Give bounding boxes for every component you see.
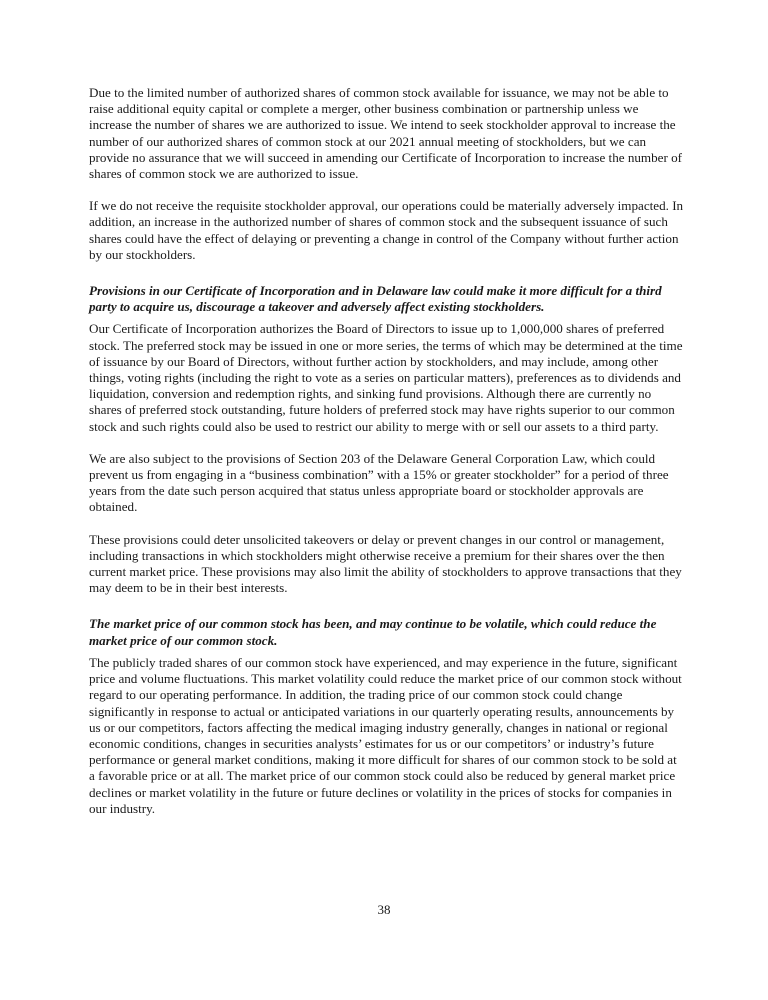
text-line: declines or market volatility in the future or future declines or volatility in the prices of stocks for companies in	[89, 784, 672, 800]
text-line: by our stockholders.	[89, 246, 196, 262]
text-line: of issuance by our Board of Directors, without further action by stockholders, and may include, among other	[89, 353, 659, 369]
text-line: Our Certificate of Incorporation authorizes the Board of Directors to issue up to 1,000,000 shares of preferred	[89, 321, 665, 337]
text-line: our industry.	[89, 800, 156, 816]
text-line: obtained.	[89, 499, 138, 515]
text-line: things, voting rights (including the right to vote as a series on particular matters), preferences as to dividends and	[89, 370, 681, 386]
text-line: significantly in response to actual or anticipated variations in our quarterly operating results, announcements by	[89, 703, 675, 719]
text-line: number of our authorized shares of common stock at our 2021 annual meeting of stockholders, but we can	[89, 133, 647, 149]
text-line: current market price. These provisions may also limit the ability of stockholders to approve transactions that they	[89, 564, 682, 580]
text-line: us or our competitors, factors affecting the medical imaging industry generally, changes in national or regional	[89, 719, 668, 735]
text-line: economic conditions, changes in securities analysts’ estimates for us or our competitors’ or industry’s future	[89, 735, 654, 751]
document-page	[89, 85, 689, 817]
text-line: We are also subject to the provisions of Section 203 of the Delaware General Corporation Law, which could	[89, 450, 656, 466]
heading-line: The market price of our common stock has been, and may continue to be volatile, which could reduce the	[89, 616, 657, 632]
text-line: raise additional equity capital or complete a merger, other business combination or partnership unless we	[89, 101, 639, 117]
text-line: provide no assurance that we will succeed in amending our Certificate of Incorporation to increase the number of	[89, 149, 683, 165]
text-line: a favorable price or at all. The market price of our common stock could also be reduced by general market price	[89, 768, 676, 784]
heading-line: market price of our common stock.	[89, 632, 278, 648]
text-line: shares could have the effect of delaying or preventing a change in control of the Company without further action	[89, 230, 679, 246]
heading-line: party to acquire us, discourage a takeover and adversely affect existing stockholders.	[89, 299, 545, 315]
text-line: addition, an increase in the authorized number of shares of common stock and the subsequent issuance of such	[89, 214, 668, 230]
page-number: 38	[377, 902, 391, 917]
heading-line: Provisions in our Certificate of Incorporation and in Delaware law could make it more difficult for a third	[89, 283, 662, 299]
text-line: shares of common stock we are authorized to issue.	[89, 166, 359, 182]
paragraph-authorized-shares	[89, 85, 689, 182]
text-line: Due to the limited number of authorized shares of common stock available for issuance, we may not be able to	[89, 85, 669, 100]
paragraph-stockholder-approval	[89, 198, 689, 263]
text-line: may deem to be in their best interests.	[89, 580, 288, 596]
text-line: increase the number of shares we are authorized to issue. We intend to seek stockholder approval to increase the	[89, 117, 676, 133]
paragraph-preferred-stock	[89, 321, 689, 434]
text-line: performance or general market conditions, making it more difficult for shares of our common stock to be sold at	[89, 752, 677, 768]
text-line: stock and such rights could also be used to restrict our ability to merge with or sell our assets to a third party.	[89, 418, 659, 434]
text-line: shares of preferred stock outstanding, future holders of preferred stock may have rights superior to our common	[89, 402, 675, 418]
paragraph-market-volatility	[89, 655, 689, 817]
text-line: years from the date such person acquired that status unless appropriate board or stockholder approvals are	[89, 483, 644, 499]
paragraph-deter-takeovers	[89, 532, 689, 597]
heading-market-price-volatile	[89, 616, 689, 648]
text-line: These provisions could deter unsolicited takeovers or delay or prevent changes in our control or management,	[89, 531, 665, 547]
text-line: The publicly traded shares of our common stock have experienced, and may experience in the future, significant	[89, 654, 678, 670]
text-line: including transactions in which stockholders might otherwise receive a premium for their shares over the then	[89, 547, 665, 563]
text-line: price and volume fluctuations. This market volatility could reduce the market price of our common stock without	[89, 671, 682, 687]
text-line: If we do not receive the requisite stockholder approval, our operations could be materially adversely impacted. In	[89, 198, 684, 214]
text-line: regard to our operating performance. In addition, the trading price of our common stock could change	[89, 687, 623, 703]
paragraph-section-203	[89, 451, 689, 516]
heading-provisions-delaware-law	[89, 283, 689, 315]
text-line: liquidation, conversion and redemption rights, and sinking fund provisions. Although there are currently no	[89, 386, 652, 402]
text-line: stock. The preferred stock may be issued in one or more series, the terms of which may be determined at the time	[89, 337, 683, 353]
text-line: prevent us from engaging in a “business combination” with a 15% or greater stockholder” for a period of three	[89, 467, 669, 483]
